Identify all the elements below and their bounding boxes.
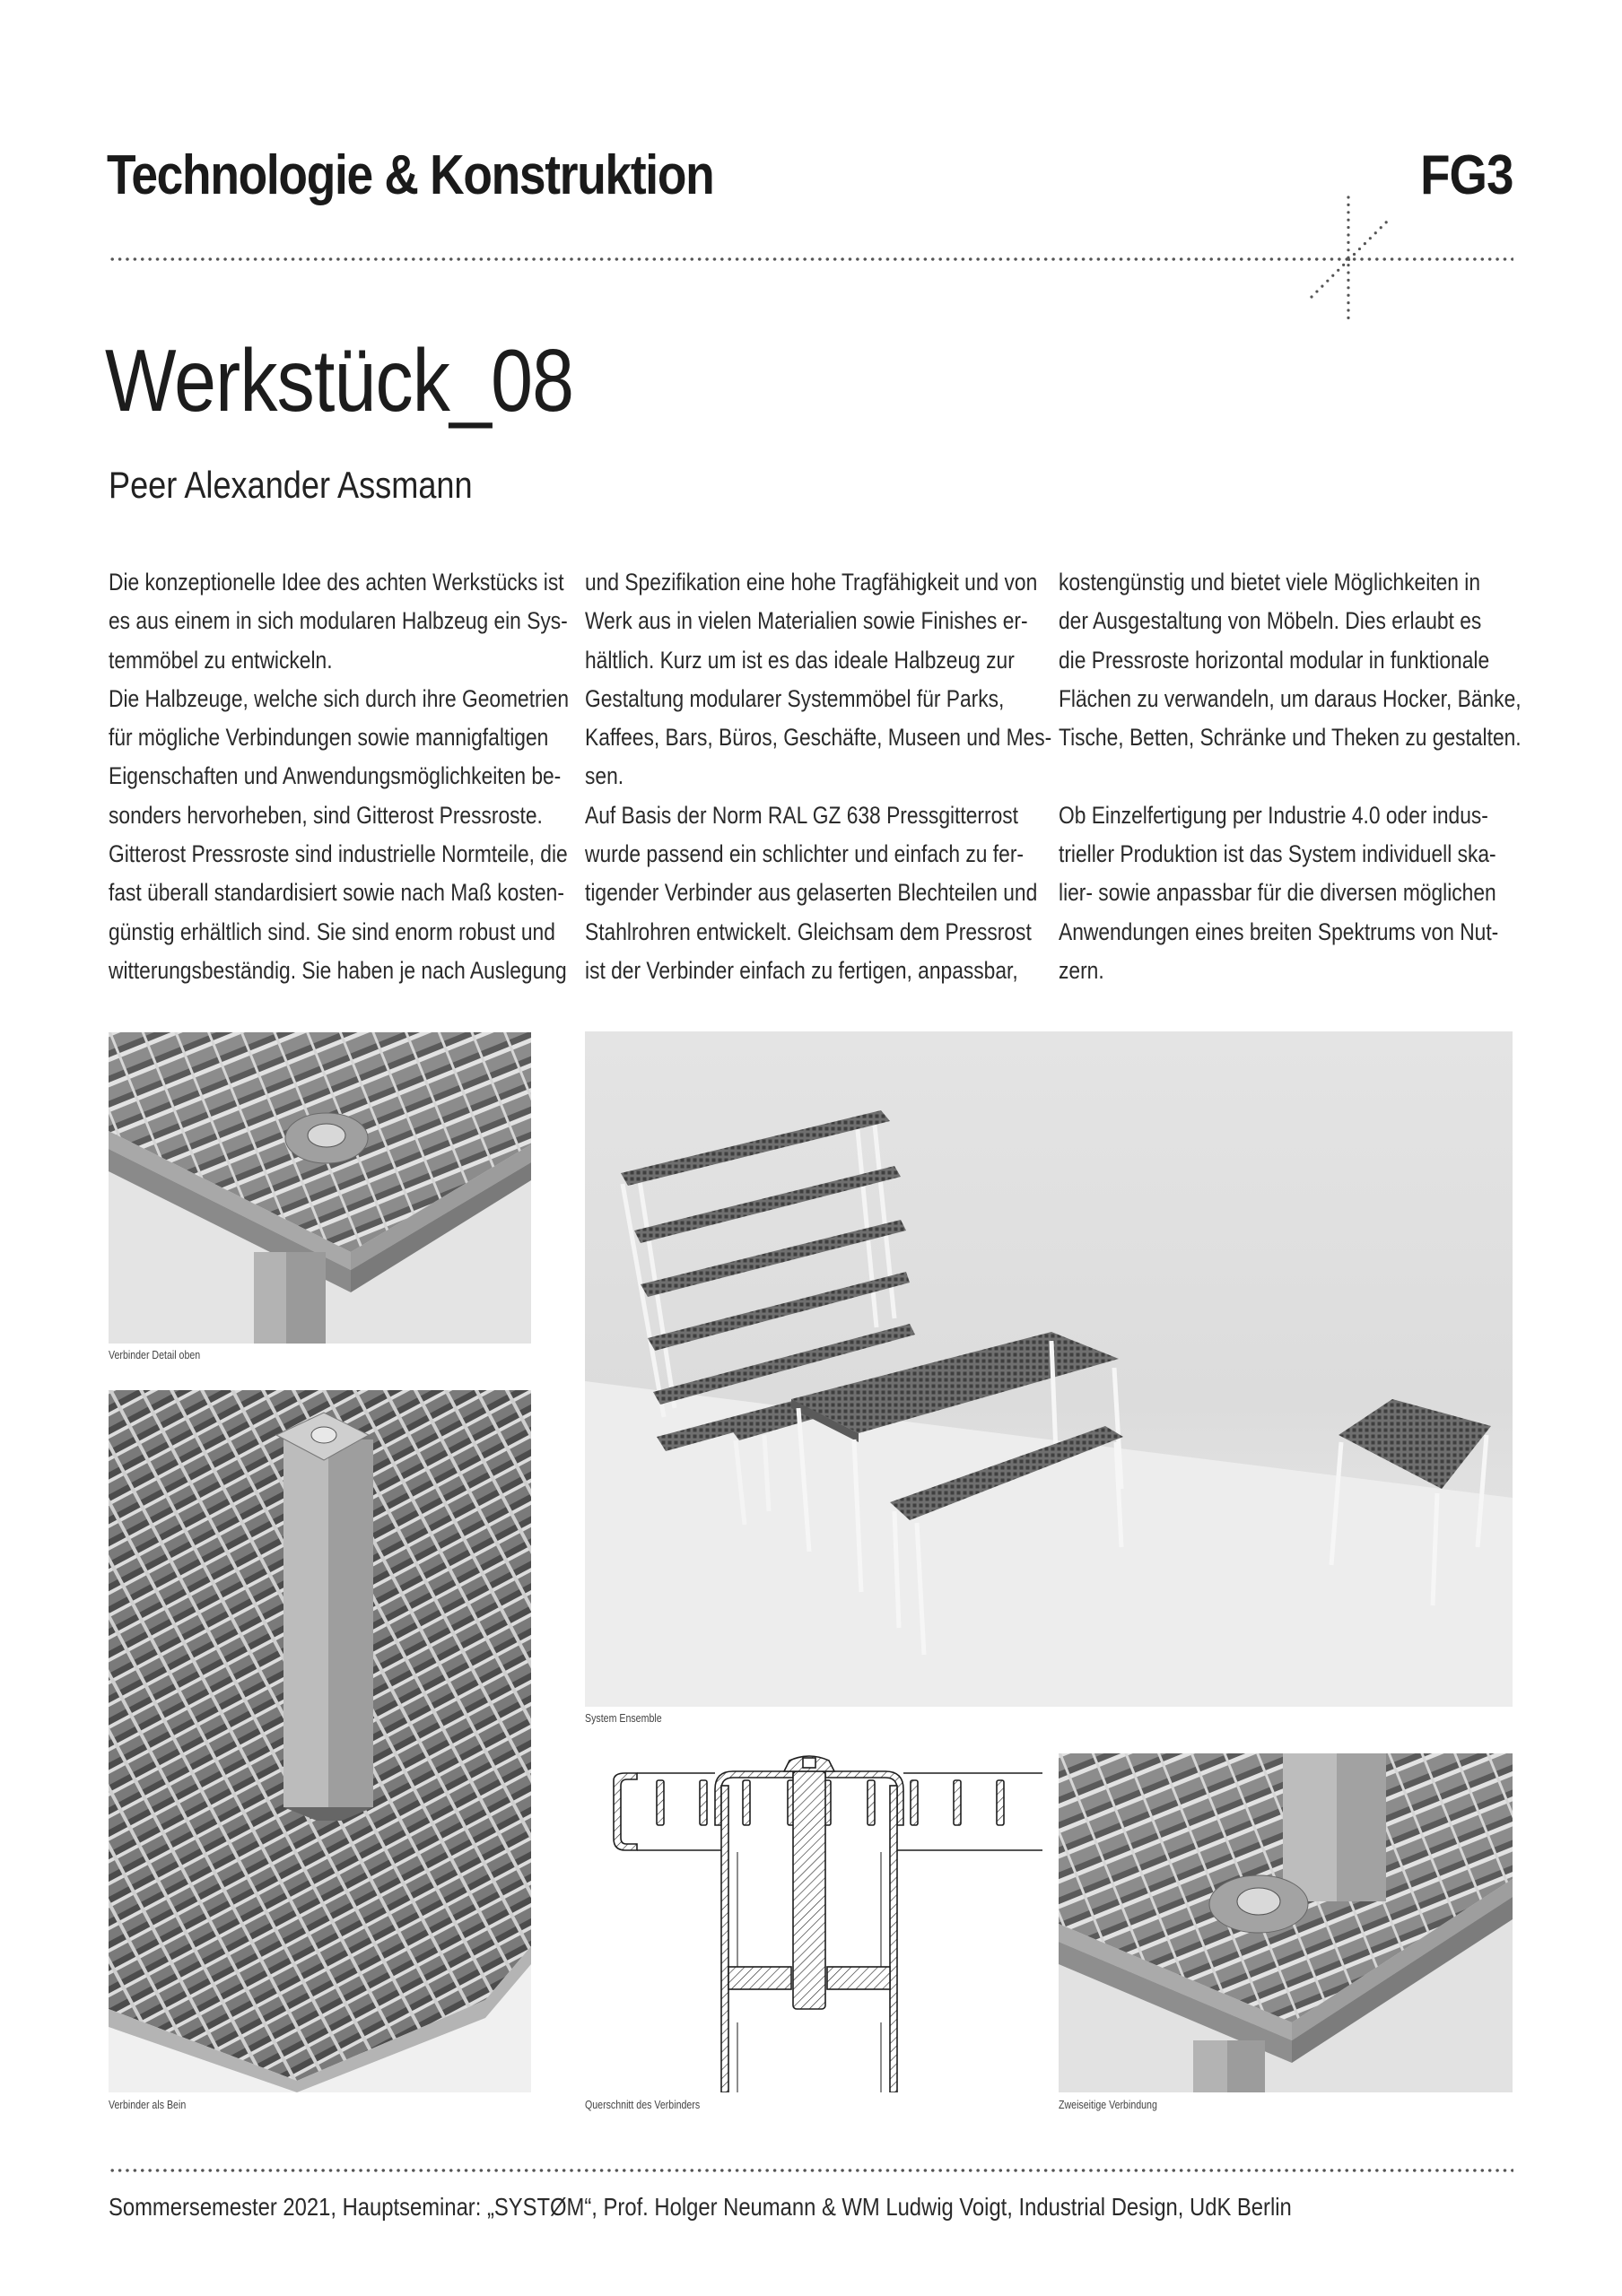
project-title: Werkstück_08 [105, 331, 574, 430]
photo-system-ensemble-image [585, 1031, 1513, 1707]
caption-connector-as-leg: Verbinder als Bein [109, 2099, 187, 2111]
body-line: wurde passend ein schlichter und einfach zu fer- [585, 840, 1025, 868]
body-line: temmöbel zu entwickeln. [109, 646, 333, 674]
body-line: Die konzeptionelle Idee des achten Werkstücks ist [109, 569, 564, 596]
body-line: kostengünstig und bietet viele Möglichkeiten in [1059, 569, 1481, 596]
caption-system-ensemble: System Ensemble [585, 1712, 662, 1725]
body-line: fast überall standardisiert sowie nach Maß kosten- [109, 879, 564, 907]
body-column-3 [1059, 563, 1522, 990]
body-line: ist der Verbinder einfach zu fertigen, anpassbar, [585, 956, 1018, 984]
body-line: die Pressroste horizontal modular in funktionale [1059, 646, 1490, 674]
body-line: günstig erhältlich sind. Sie sind enorm robust und [109, 918, 555, 945]
body-line: es aus einem in sich modularen Halbzeug ein Sys- [109, 607, 568, 635]
body-line: sen. [585, 762, 624, 790]
footer-divider [109, 2169, 1513, 2172]
caption-connector-detail-top: Verbinder Detail oben [109, 1349, 201, 1361]
photo-system-ensemble [585, 1031, 1513, 1707]
body-line: Tische, Betten, Schränke und Theken zu gestalten. [1059, 724, 1522, 752]
body-line: hältlich. Kurz um ist es das ideale Halbzeug zur [585, 646, 1015, 674]
photo-connector-detail-top-image [109, 1032, 531, 1344]
body-line: sonders hervorheben, sind Gitterost Pressroste. [109, 801, 543, 829]
body-column-2 [585, 563, 1052, 990]
body-line: zern. [1059, 956, 1104, 984]
body-line: tigender Verbinder aus gelaserten Blechteilen und [585, 879, 1038, 907]
body-line: Gestaltung modularer Systemmöbel für Parks, [585, 684, 1005, 712]
ornament-diagonal-dots [1312, 222, 1387, 297]
body-line: der Ausgestaltung von Möbeln. Dies erlaubt es [1059, 607, 1482, 635]
section-title: Technologie & Konstruktion [107, 144, 714, 206]
body-line: Die Halbzeuge, welche sich durch ihre Geometrien [109, 684, 570, 712]
body-column-1 [109, 563, 571, 990]
photo-connector-as-leg-image [109, 1390, 531, 2092]
cross-section-drawing [585, 1753, 1042, 2092]
paragraph-gap [1059, 757, 1522, 796]
body-line: Gitterost Pressroste sind industrielle Normteile, die [109, 840, 568, 868]
body-line: und Spezifikation eine hohe Tragfähigkeit und von [585, 569, 1038, 596]
body-line: Ob Einzelfertigung per Industrie 4.0 oder indus- [1059, 801, 1488, 829]
dotted-cross-ornament [1292, 188, 1400, 332]
photo-two-sided-connection [1059, 1753, 1513, 2092]
body-line: Stahlrohren entwickelt. Gleichsam dem Pressrost [585, 918, 1032, 945]
footer-credits: Sommersemester 2021, Hauptseminar: „SYSTØM“, Prof. Holger Neumann & WM Ludwig Voigt, Industrial Design, UdK Berlin [109, 2193, 1292, 2221]
body-line: Werk aus in vielen Materialien sowie Finishes er- [585, 607, 1028, 635]
body-line: Kaffees, Bars, Büros, Geschäfte, Museen und Mes- [585, 724, 1052, 752]
caption-two-sided-connection: Zweiseitige Verbindung [1059, 2099, 1157, 2111]
body-line: für mögliche Verbindungen sowie mannigfaltigen [109, 724, 549, 752]
department-label: FG3 [1420, 144, 1513, 206]
body-line: Eigenschaften und Anwendungsmöglichkeiten be- [109, 762, 562, 790]
body-line: witterungsbeständig. Sie haben je nach Auslegung [109, 956, 567, 984]
photo-connector-detail-top [109, 1032, 531, 1344]
body-line: Flächen zu verwandeln, um daraus Hocker, Bänke, [1059, 684, 1522, 712]
photo-two-sided-connection-image [1059, 1753, 1513, 2092]
body-line: Auf Basis der Norm RAL GZ 638 Pressgitterrost [585, 801, 1018, 829]
body-line: lier- sowie anpassbar für die diversen möglichen [1059, 879, 1496, 907]
drawing-connector-cross-section [585, 1753, 1042, 2092]
photo-connector-as-leg [109, 1390, 531, 2092]
body-line: trieller Produktion ist das System individuell ska- [1059, 840, 1496, 868]
caption-cross-section: Querschnitt des Verbinders [585, 2099, 701, 2111]
project-author: Peer Alexander Assmann [109, 464, 473, 506]
body-line: Anwendungen eines breiten Spektrums von Nut- [1059, 918, 1499, 945]
